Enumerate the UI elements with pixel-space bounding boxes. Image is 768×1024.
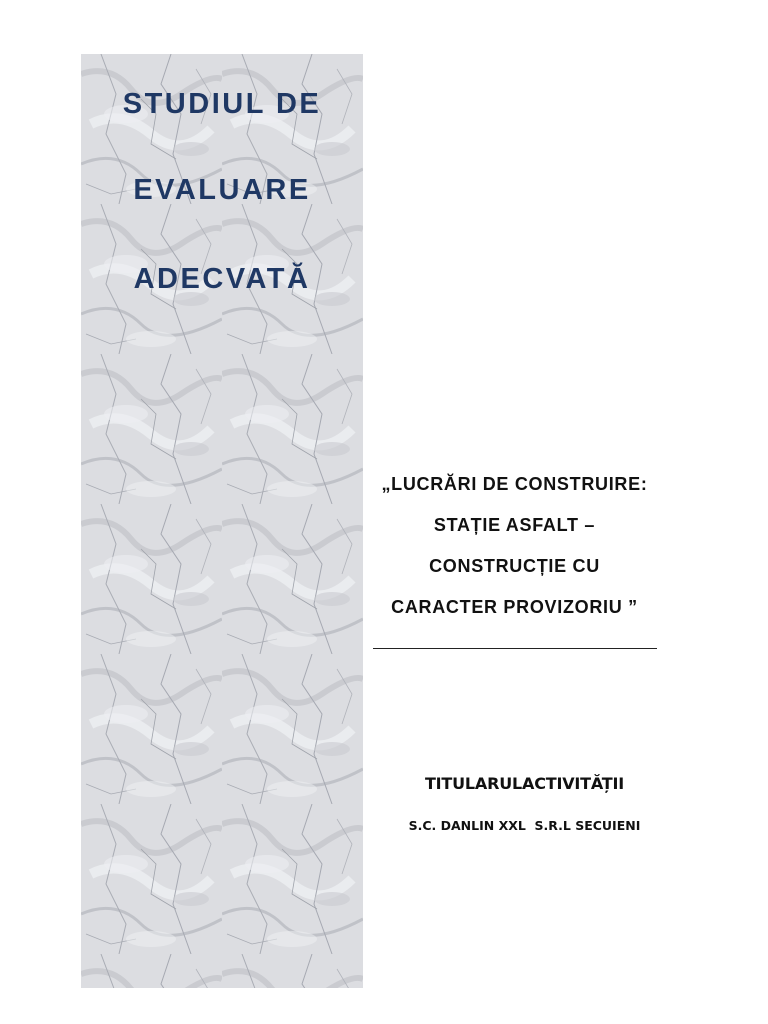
panel-title-line-3: ADECVATĂ [133, 263, 311, 295]
subject-line-3: CONSTRUCȚIE CU [429, 556, 600, 576]
panel-title-line-1: STUDIUL DE [122, 88, 322, 120]
panel-title-line-2: EVALUARE [133, 174, 311, 206]
subject-line-2: STAȚIE ASFALT – [433, 515, 596, 535]
holder-label: TITULARULACTIVITĂȚII [424, 774, 625, 793]
subject-line-1: „LUCRĂRI DE CONSTRUIRE: [381, 474, 648, 494]
marble-panel [81, 54, 363, 988]
subject-divider [373, 648, 657, 649]
subject-line-4: CARACTER PROVIZORIU ” [391, 597, 638, 617]
holder-name: S.C. DANLIN XXL S.R.L SECUIENI [408, 818, 641, 833]
